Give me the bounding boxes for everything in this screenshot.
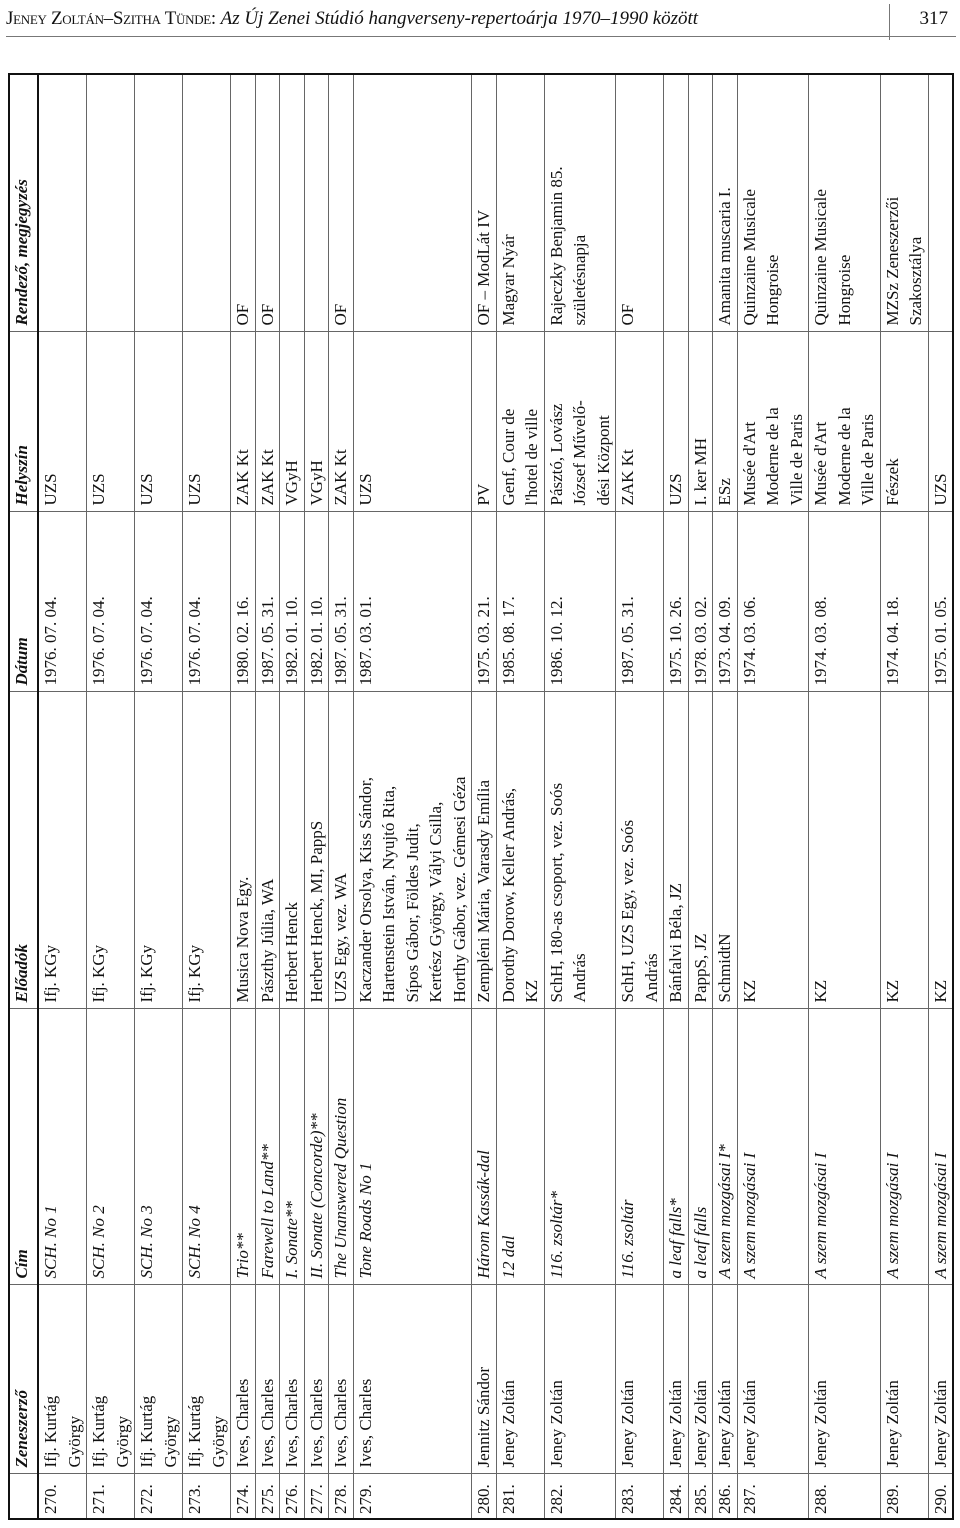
table-row	[135, 74, 183, 1519]
running-head-title: Az Új Zenei Stúdió hangverseny-repertoárja 1970–1990 között	[220, 8, 699, 29]
cell-venue: ESz	[713, 332, 738, 512]
cell-date: 1973. 04. 09.	[713, 512, 738, 692]
cell-venue: UZS	[183, 332, 231, 512]
table-row	[737, 74, 809, 1519]
cell-row-number: 280.	[472, 1474, 497, 1519]
cell-row-number: 275.	[255, 1474, 280, 1519]
cell-venue: Fészek	[880, 332, 928, 512]
cell-row-number: 279.	[353, 1474, 472, 1519]
cell-performers: Musica Nova Egy.	[231, 692, 256, 1009]
cell-venue: Genf, Cour de l'hotel de ville	[496, 332, 544, 512]
cell-row-number: 272.	[135, 1474, 183, 1519]
cell-composer: Jeney Zoltán	[809, 1285, 881, 1474]
cell-performers: KZ	[737, 692, 809, 1009]
table-row	[280, 74, 305, 1519]
cell-date: 1975. 03. 21.	[472, 512, 497, 692]
cell-organizer-note: Amanita muscaria I.	[713, 74, 738, 332]
cell-composer: Jeney Zoltán	[688, 1285, 713, 1474]
cell-organizer-note: OF	[255, 74, 280, 332]
table-row	[87, 74, 135, 1519]
cell-composer: Jeney Zoltán	[664, 1285, 689, 1474]
page-number: 317	[889, 4, 949, 40]
cell-venue: I. ker MH	[688, 332, 713, 512]
cell-performers: Ifj. KGy	[135, 692, 183, 1009]
cell-date: 1975. 01. 05.	[928, 512, 953, 692]
table-row	[809, 74, 881, 1519]
cell-organizer-note: OF	[616, 74, 664, 332]
cell-row-number: 277.	[304, 1474, 329, 1519]
cell-date: 1987. 05. 31.	[616, 512, 664, 692]
cell-row-number: 288.	[809, 1474, 881, 1519]
cell-row-number: 284.	[664, 1474, 689, 1519]
cell-venue: Musée d'Art Moderne de la Ville de Paris	[737, 332, 809, 512]
cell-date: 1976. 07. 04.	[135, 512, 183, 692]
cell-row-number: 282.	[544, 1474, 616, 1519]
cell-composer: Jeney Zoltán	[928, 1285, 953, 1474]
cell-title: A szem mozgásai I	[737, 1009, 809, 1285]
cell-performers: KZ	[809, 692, 881, 1009]
cell-performers: Zempléni Mária, Varasdy Emília	[472, 692, 497, 1009]
cell-title: A szem mozgásai I	[928, 1009, 953, 1285]
cell-title: Trio**	[231, 1009, 256, 1285]
table-row	[616, 74, 664, 1519]
cell-title: SCH. No 1	[38, 1009, 87, 1285]
cell-row-number: 285.	[688, 1474, 713, 1519]
cell-organizer-note	[135, 74, 183, 332]
cell-title: a leaf falls	[688, 1009, 713, 1285]
cell-organizer-note	[183, 74, 231, 332]
cell-row-number: 276.	[280, 1474, 305, 1519]
cell-date: 1985. 08. 17.	[496, 512, 544, 692]
running-head	[6, 4, 956, 37]
cell-performers: Pászthy Júlia, WA	[255, 692, 280, 1009]
cell-row-number: 287.	[737, 1474, 809, 1519]
column-header-date: Dátum	[9, 512, 38, 692]
cell-title: I. Sonate**	[280, 1009, 305, 1285]
cell-row-number: 278.	[329, 1474, 354, 1519]
cell-date: 1974. 04. 18.	[880, 512, 928, 692]
table-row	[928, 74, 953, 1519]
cell-composer: Ives, Charles	[353, 1285, 472, 1474]
cell-composer: Ives, Charles	[329, 1285, 354, 1474]
cell-performers: SchH, UZS Egy, vez. Soós András	[616, 692, 664, 1009]
cell-performers: PappS, JZ	[688, 692, 713, 1009]
table-body	[38, 74, 953, 1519]
cell-performers: KZ	[928, 692, 953, 1009]
table-row	[496, 74, 544, 1519]
cell-organizer-note: Rajeczky Benjamin 85. születésnapja	[544, 74, 616, 332]
cell-date: 1987. 05. 31.	[329, 512, 354, 692]
cell-date: 1980. 02. 16.	[231, 512, 256, 692]
cell-row-number: 290.	[928, 1474, 953, 1519]
cell-performers: SchH, 180-as csoport, vez. Soós András	[544, 692, 616, 1009]
cell-venue: Pásztó, Lovász József Művelő- dési Központ	[544, 332, 616, 512]
cell-date: 1987. 05. 31.	[255, 512, 280, 692]
table-row	[664, 74, 689, 1519]
cell-title: a leaf falls*	[664, 1009, 689, 1285]
cell-title: Három Kassák-dal	[472, 1009, 497, 1285]
cell-title: II. Sonate (Concorde)**	[304, 1009, 329, 1285]
running-head-authors: Jeney Zoltán–Szitha Tünde:	[6, 8, 216, 29]
cell-date: 1987. 03. 01.	[353, 512, 472, 692]
repertoire-table	[8, 73, 954, 1520]
cell-venue: ZAK Kt	[231, 332, 256, 512]
cell-performers: Kaczander Orsolya, Kiss Sándor, Hartenstein István, Nyujtó Rita, Sípos Gábor, Földes Judit, Kertész György, Vályi Csilla, Horthy Gábor, vez. Gémesi Géza	[353, 692, 472, 1009]
cell-organizer-note	[353, 74, 472, 332]
cell-date: 1986. 10. 12.	[544, 512, 616, 692]
cell-venue: UZS	[38, 332, 87, 512]
cell-composer: Jeney Zoltán	[713, 1285, 738, 1474]
cell-organizer-note	[688, 74, 713, 332]
table-row	[38, 74, 87, 1519]
cell-composer: Ifj. Kurtág György	[183, 1285, 231, 1474]
table-row	[544, 74, 616, 1519]
cell-date: 1982. 01. 10.	[304, 512, 329, 692]
cell-title: SCH. No 4	[183, 1009, 231, 1285]
cell-organizer-note: OF	[329, 74, 354, 332]
cell-organizer-note	[928, 74, 953, 332]
cell-composer: Jennitz Sándor	[472, 1285, 497, 1474]
cell-organizer-note: Quinzaine Musicale Hongroise	[809, 74, 881, 332]
table-row	[688, 74, 713, 1519]
cell-composer: Jeney Zoltán	[544, 1285, 616, 1474]
cell-date: 1974. 03. 08.	[809, 512, 881, 692]
cell-row-number: 283.	[616, 1474, 664, 1519]
cell-venue: PV	[472, 332, 497, 512]
cell-row-number: 270.	[38, 1474, 87, 1519]
cell-performers: Herbert Henck, MI, PappS	[304, 692, 329, 1009]
column-header-row-number	[9, 1474, 38, 1519]
cell-organizer-note	[304, 74, 329, 332]
column-header-performers: Előadók	[9, 692, 38, 1009]
rotated-table-container	[8, 75, 954, 1520]
cell-date: 1976. 07. 04.	[87, 512, 135, 692]
table-row	[472, 74, 497, 1519]
cell-composer: Ifj. Kurtág György	[38, 1285, 87, 1474]
column-header-organizer-note: Rendező, megjegyzés	[9, 74, 38, 332]
cell-performers: Ifj. KGy	[183, 692, 231, 1009]
cell-performers: Bánfalvi Béla, JZ	[664, 692, 689, 1009]
cell-title: A szem mozgásai I*	[713, 1009, 738, 1285]
table-row	[880, 74, 928, 1519]
cell-venue: UZS	[87, 332, 135, 512]
cell-performers: KZ	[880, 692, 928, 1009]
cell-performers: SchmidtN	[713, 692, 738, 1009]
table-row	[329, 74, 354, 1519]
cell-performers: UZS Egy, vez. WA	[329, 692, 354, 1009]
cell-composer: Ifj. Kurtág György	[87, 1285, 135, 1474]
cell-row-number: 274.	[231, 1474, 256, 1519]
cell-organizer-note: MZSz Zeneszerzői Szakosztálya	[880, 74, 928, 332]
table-row	[255, 74, 280, 1519]
cell-title: 116. zsoltár	[616, 1009, 664, 1285]
cell-row-number: 289.	[880, 1474, 928, 1519]
cell-title: The Unanswered Question	[329, 1009, 354, 1285]
cell-venue: Musée d'Art Moderne de la Ville de Paris	[809, 332, 881, 512]
cell-row-number: 286.	[713, 1474, 738, 1519]
cell-date: 1978. 03. 02.	[688, 512, 713, 692]
table-row	[353, 74, 472, 1519]
cell-venue: UZS	[353, 332, 472, 512]
table-row	[231, 74, 256, 1519]
cell-venue: VGyH	[280, 332, 305, 512]
cell-title: Farewell to Land**	[255, 1009, 280, 1285]
cell-venue: ZAK Kt	[255, 332, 280, 512]
table-row	[304, 74, 329, 1519]
cell-organizer-note: Magyar Nyár	[496, 74, 544, 332]
cell-composer: Jeney Zoltán	[737, 1285, 809, 1474]
cell-composer: Jeney Zoltán	[880, 1285, 928, 1474]
cell-composer: Ives, Charles	[304, 1285, 329, 1474]
table-row	[183, 74, 231, 1519]
cell-date: 1976. 07. 04.	[38, 512, 87, 692]
cell-performers: Herbert Henck	[280, 692, 305, 1009]
cell-row-number: 281.	[496, 1474, 544, 1519]
cell-performers: Ifj. KGy	[38, 692, 87, 1009]
cell-performers: Ifj. KGy	[87, 692, 135, 1009]
cell-composer: Ives, Charles	[255, 1285, 280, 1474]
cell-venue: VGyH	[304, 332, 329, 512]
cell-title: Tone Roads No 1	[353, 1009, 472, 1285]
cell-organizer-note	[38, 74, 87, 332]
cell-title: SCH. No 2	[87, 1009, 135, 1285]
cell-title: A szem mozgásai I	[809, 1009, 881, 1285]
cell-composer: Ifj. Kurtág György	[135, 1285, 183, 1474]
cell-title: 116. zsoltár*	[544, 1009, 616, 1285]
cell-organizer-note: OF	[231, 74, 256, 332]
table-header-row	[9, 74, 38, 1519]
column-header-venue: Helyszín	[9, 332, 38, 512]
cell-organizer-note: OF – ModLát IV	[472, 74, 497, 332]
cell-organizer-note	[87, 74, 135, 332]
cell-title: A szem mozgásai I	[880, 1009, 928, 1285]
cell-composer: Ives, Charles	[280, 1285, 305, 1474]
cell-date: 1974. 03. 06.	[737, 512, 809, 692]
cell-composer: Jeney Zoltán	[496, 1285, 544, 1474]
table-row	[713, 74, 738, 1519]
cell-row-number: 273.	[183, 1474, 231, 1519]
cell-venue: ZAK Kt	[329, 332, 354, 512]
cell-venue: UZS	[664, 332, 689, 512]
cell-organizer-note	[664, 74, 689, 332]
cell-venue: UZS	[135, 332, 183, 512]
cell-organizer-note: Quinzaine Musicale Hongroise	[737, 74, 809, 332]
column-header-title: Cím	[9, 1009, 38, 1285]
cell-date: 1976. 07. 04.	[183, 512, 231, 692]
cell-title: 12 dal	[496, 1009, 544, 1285]
cell-composer: Ives, Charles	[231, 1285, 256, 1474]
cell-date: 1982. 01. 10.	[280, 512, 305, 692]
cell-performers: Dorothy Dorow, Keller András, KZ	[496, 692, 544, 1009]
cell-venue: ZAK Kt	[616, 332, 664, 512]
column-header-composer: Zeneszerző	[9, 1285, 38, 1474]
cell-date: 1975. 10. 26.	[664, 512, 689, 692]
cell-composer: Jeney Zoltán	[616, 1285, 664, 1474]
cell-title: SCH. No 3	[135, 1009, 183, 1285]
cell-row-number: 271.	[87, 1474, 135, 1519]
cell-organizer-note	[280, 74, 305, 332]
cell-venue: UZS	[928, 332, 953, 512]
